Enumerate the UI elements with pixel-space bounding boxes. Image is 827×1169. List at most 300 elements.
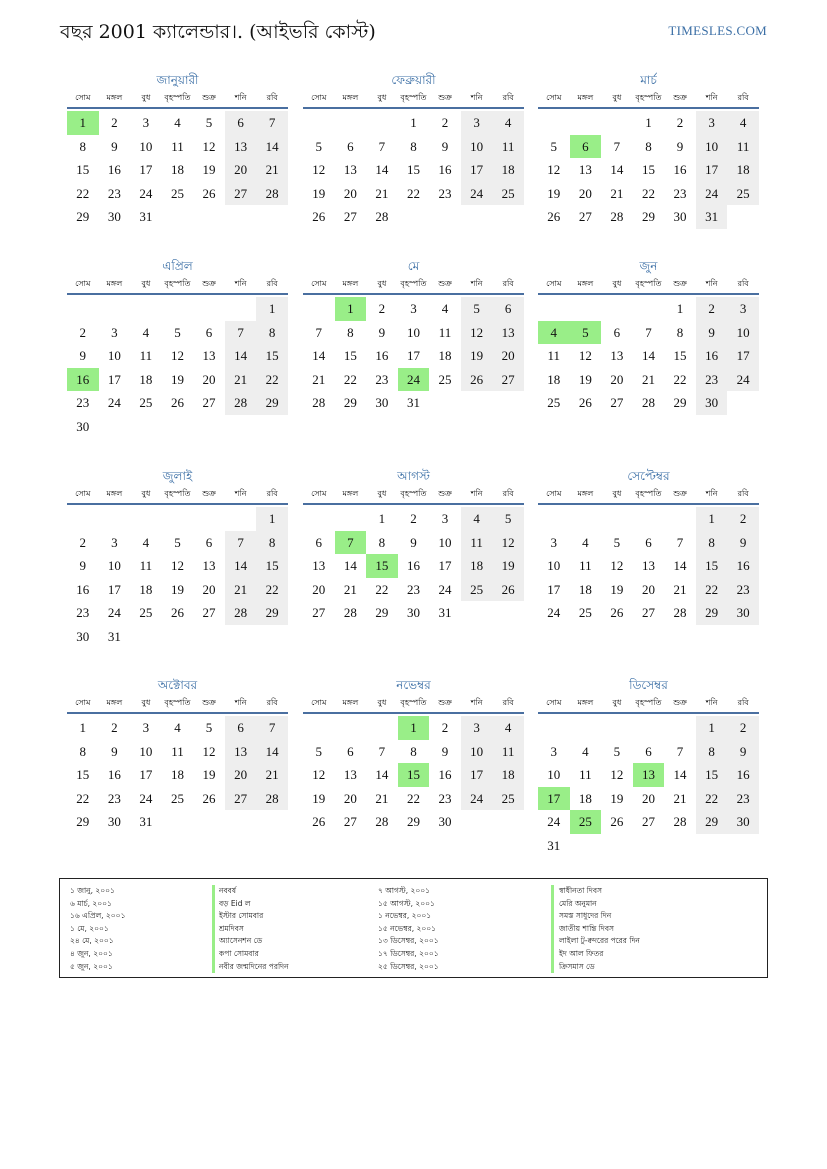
day-grid [67, 111, 288, 229]
month-calendar [538, 70, 759, 229]
empty-cell [570, 834, 602, 858]
day-grid [303, 111, 524, 229]
day-cell: 25 [547, 395, 561, 410]
day-cell: 4 [142, 324, 150, 340]
day-cell: 2 [727, 716, 759, 740]
day-cell: 23 [76, 395, 90, 410]
holiday-marker-right [551, 885, 554, 973]
day-cell: 12 [312, 767, 326, 782]
week-row [303, 135, 524, 159]
empty-cell [256, 205, 288, 229]
day-cell: 16 [696, 344, 728, 368]
day-cell: 25 [727, 182, 759, 206]
day-cell: 22 [76, 185, 90, 201]
holiday-date: ১ মে, ২০০১ [70, 923, 109, 933]
weekday-label: বৃহস্পতি [635, 279, 662, 288]
day-cell: 9 [111, 138, 118, 154]
week-row [538, 740, 759, 764]
holiday-name: লাইলা টু-ক্বদরের পরের দিন [559, 936, 640, 946]
weekday-label: রবি [266, 698, 278, 707]
day-cell: 26 [547, 209, 561, 224]
empty-cell [193, 205, 225, 229]
weekday-label: সোম [311, 698, 327, 707]
weekday-label: রবি [502, 279, 514, 288]
day-cell: 9 [378, 324, 386, 340]
weekday-label: রবি [266, 279, 278, 288]
empty-cell [303, 716, 335, 740]
day-cell: 18 [492, 158, 524, 182]
day-cell: 22 [343, 371, 357, 387]
day-cell: 4 [461, 507, 493, 531]
day-cell: 11 [461, 531, 493, 555]
day-cell: 1 [79, 720, 87, 735]
empty-cell [366, 716, 398, 740]
day-cell: 8 [378, 534, 386, 550]
day-cell: 24 [107, 605, 121, 620]
month-name: জুন [639, 259, 658, 273]
day-cell: 21 [641, 371, 655, 387]
day-cell: 12 [461, 321, 493, 345]
day-grid [303, 297, 524, 415]
week-row [67, 787, 288, 811]
day-grid [303, 507, 524, 625]
day-cell: 2 [378, 301, 386, 316]
weekday-label: রবি [266, 93, 278, 102]
day-cell: 28 [641, 395, 655, 410]
week-row [303, 111, 524, 135]
empty-cell [727, 391, 759, 415]
day-cell: 11 [438, 324, 452, 340]
weekday-label: শনি [234, 279, 247, 288]
day-cell: 21 [225, 368, 257, 392]
day-cell: 28 [673, 605, 687, 620]
week-row [538, 787, 759, 811]
weekday-label: মঙ্গল [577, 279, 594, 288]
day-cell: 9 [727, 531, 759, 555]
day-cell: 28 [225, 601, 257, 625]
day-cell: 13 [633, 763, 665, 787]
day-cell: 20 [492, 344, 524, 368]
month-name: মার্চ [640, 73, 657, 87]
weekday-label: বৃহস্পতি [400, 93, 427, 102]
day-cell: 11 [139, 558, 153, 573]
holiday-names-left [219, 885, 289, 973]
day-cell: 9 [410, 534, 417, 550]
week-row [67, 415, 288, 439]
day-cell: 21 [375, 185, 389, 201]
weekday-label: রবি [737, 698, 749, 707]
day-cell: 28 [256, 182, 288, 206]
weekday-label: বৃহস্পতি [164, 698, 191, 707]
week-row [67, 391, 288, 415]
day-cell: 20 [225, 158, 257, 182]
day-cell: 15 [406, 162, 420, 177]
holiday-name: ক্রিসমাস ডে [559, 961, 595, 971]
day-cell: 14 [375, 767, 389, 782]
day-cell: 12 [202, 743, 216, 759]
empty-cell [633, 834, 665, 858]
day-cell: 20 [641, 790, 655, 806]
empty-cell [398, 205, 430, 229]
empty-cell [461, 601, 493, 625]
empty-cell [538, 111, 570, 135]
month-name: এপ্রিল [162, 259, 193, 273]
month-name: আগস্ট [397, 469, 430, 483]
day-cell: 10 [547, 558, 561, 573]
day-cell: 13 [202, 348, 216, 363]
week-row [538, 531, 759, 555]
day-cell: 4 [174, 720, 181, 735]
empty-cell [335, 111, 367, 135]
weekday-label: বৃহস্পতি [635, 489, 662, 498]
day-cell: 21 [375, 790, 389, 806]
day-cell: 17 [139, 162, 153, 177]
empty-cell [99, 297, 131, 321]
weekday-header [538, 91, 759, 109]
day-cell: 22 [696, 578, 728, 602]
holiday-name: ইস্টার সোমবার [219, 911, 264, 921]
day-cell: 5 [205, 720, 213, 735]
weekday-label: বুধ [377, 698, 387, 707]
day-cell: 27 [610, 395, 624, 410]
weekday-label: বৃহস্পতি [635, 93, 662, 102]
holiday-name: কপা সোমবার [219, 948, 259, 958]
week-row [538, 578, 759, 602]
day-cell: 10 [107, 558, 121, 573]
weekday-label: বুধ [377, 279, 387, 288]
day-cell: 16 [673, 162, 687, 177]
empty-cell [570, 297, 602, 321]
empty-cell [225, 205, 257, 229]
day-cell: 26 [312, 209, 326, 224]
month-calendar [67, 70, 288, 229]
day-cell: 1 [67, 111, 99, 135]
weekday-header [303, 91, 524, 109]
week-row [303, 182, 524, 206]
holiday-names-right [559, 885, 640, 973]
day-cell: 20 [343, 185, 357, 201]
day-cell: 17 [696, 158, 728, 182]
empty-cell [601, 111, 633, 135]
day-cell: 11 [727, 135, 759, 159]
day-cell: 7 [378, 743, 386, 759]
day-cell: 2 [79, 324, 87, 340]
day-cell: 2 [441, 720, 449, 735]
empty-cell [461, 810, 493, 834]
day-cell: 26 [461, 368, 493, 392]
day-cell: 16 [107, 162, 121, 177]
empty-cell [225, 297, 257, 321]
empty-cell [256, 625, 288, 649]
day-cell: 13 [641, 558, 655, 573]
weekday-label: শুক্র [673, 698, 687, 707]
day-cell: 14 [673, 767, 687, 782]
weekday-label: বুধ [141, 93, 151, 102]
day-cell: 18 [578, 790, 592, 806]
day-cell: 12 [202, 138, 216, 154]
holiday-date: ১ জানু, ২০০১ [70, 886, 115, 895]
month-name: সেপ্টেম্বর [627, 469, 670, 483]
site-link[interactable]: TIMESLES.COM [668, 23, 767, 38]
day-cell: 3 [461, 111, 493, 135]
weekday-label: মঙ্গল [577, 489, 594, 498]
day-cell: 13 [578, 162, 592, 177]
weekday-label: মঙ্গল [342, 489, 359, 498]
holiday-date: ২৫ ডিসেম্বর, ২০০১ [378, 961, 439, 971]
day-cell: 24 [461, 787, 493, 811]
week-row [303, 205, 524, 229]
day-cell: 25 [492, 182, 524, 206]
day-cell: 13 [202, 558, 216, 573]
weekday-label: শুক্র [202, 279, 216, 288]
day-cell: 19 [202, 767, 216, 782]
empty-cell [256, 810, 288, 834]
day-cell: 8 [410, 138, 417, 154]
day-cell: 21 [610, 185, 624, 201]
day-cell: 26 [610, 814, 624, 829]
day-cell: 17 [538, 787, 570, 811]
day-cell: 18 [170, 767, 184, 782]
empty-cell [570, 111, 602, 135]
week-row [67, 111, 288, 135]
day-cell: 10 [139, 138, 153, 154]
empty-cell [492, 391, 524, 415]
day-cell: 25 [438, 371, 452, 387]
day-cell: 19 [461, 344, 493, 368]
week-row [303, 368, 524, 392]
day-cell: 5 [613, 534, 621, 550]
day-cell: 2 [111, 720, 118, 735]
weekday-label: বৃহস্পতি [400, 279, 427, 288]
day-cell: 29 [256, 601, 288, 625]
day-cell: 15 [366, 554, 398, 578]
week-row [303, 321, 524, 345]
weekday-label: শনি [470, 93, 483, 102]
empty-cell [303, 111, 335, 135]
page-title: বছর 2001 ক্যালেন্ডার।. (আইভরি কোস্ট) [60, 21, 376, 43]
day-cell: 1 [256, 507, 288, 531]
day-cell: 6 [347, 138, 354, 154]
weekday-label: শুক্র [438, 279, 452, 288]
day-cell: 1 [256, 297, 288, 321]
day-cell: 19 [170, 371, 184, 387]
day-cell: 10 [438, 534, 452, 550]
weekday-label: শনি [705, 279, 718, 288]
weekday-label: শনি [470, 279, 483, 288]
week-row [538, 135, 759, 159]
day-cell: 9 [441, 138, 449, 154]
day-cell: 3 [550, 743, 558, 759]
day-cell: 12 [492, 531, 524, 555]
day-cell: 23 [438, 185, 452, 201]
day-grid [538, 716, 759, 857]
weekday-label: সোম [311, 93, 327, 102]
day-cell: 7 [256, 111, 288, 135]
empty-cell [162, 205, 194, 229]
day-cell: 6 [645, 534, 652, 550]
week-row [67, 321, 288, 345]
day-cell: 15 [696, 763, 728, 787]
week-row [67, 135, 288, 159]
month-calendar [538, 675, 759, 857]
empty-cell [492, 810, 524, 834]
day-cell: 14 [343, 558, 357, 573]
day-cell: 23 [76, 605, 90, 620]
month-calendar [303, 466, 524, 625]
empty-cell [193, 810, 225, 834]
day-cell: 26 [578, 395, 592, 410]
day-cell: 30 [727, 810, 759, 834]
day-cell: 4 [174, 115, 181, 130]
day-cell: 8 [347, 324, 354, 340]
day-cell: 27 [312, 605, 326, 620]
day-cell: 2 [696, 297, 728, 321]
day-cell: 28 [343, 605, 357, 620]
weekday-label: শনি [705, 489, 718, 498]
weekday-label: রবি [737, 489, 749, 498]
weekday-label: মঙ্গল [577, 698, 594, 707]
day-cell: 13 [343, 162, 357, 177]
day-cell: 28 [225, 391, 257, 415]
weekday-label: মঙ্গল [577, 93, 594, 102]
weekday-label: মঙ্গল [106, 698, 123, 707]
empty-cell [601, 834, 633, 858]
day-cell: 27 [225, 182, 257, 206]
day-cell: 21 [256, 158, 288, 182]
day-cell: 31 [139, 209, 153, 224]
day-cell: 26 [610, 605, 624, 620]
day-cell: 17 [438, 558, 452, 573]
day-cell: 31 [438, 605, 452, 620]
day-cell: 6 [205, 324, 213, 340]
weekday-label: সোম [546, 93, 562, 102]
day-cell: 4 [727, 111, 759, 135]
empty-cell [727, 205, 759, 229]
holiday-list [59, 878, 768, 978]
day-cell: 1 [410, 115, 417, 130]
day-cell: 6 [347, 743, 354, 759]
day-cell: 27 [492, 368, 524, 392]
weekday-header [538, 487, 759, 505]
day-cell: 21 [256, 763, 288, 787]
day-cell: 24 [139, 185, 153, 201]
day-cell: 21 [312, 371, 326, 387]
day-cell: 6 [205, 534, 213, 550]
day-cell: 26 [202, 790, 216, 806]
day-cell: 13 [225, 740, 257, 764]
empty-cell [633, 507, 665, 531]
day-cell: 20 [343, 790, 357, 806]
day-cell: 23 [107, 185, 121, 201]
day-cell: 17 [461, 158, 493, 182]
day-cell: 24 [438, 581, 452, 597]
day-cell: 2 [79, 534, 87, 550]
holiday-marker-left [212, 885, 215, 973]
day-cell: 16 [727, 763, 759, 787]
day-cell: 11 [171, 138, 184, 154]
empty-cell [130, 507, 162, 531]
empty-cell [538, 297, 570, 321]
day-cell: 10 [461, 135, 493, 159]
month-name: অক্টোবর [157, 678, 198, 692]
day-cell: 8 [676, 324, 684, 340]
day-cell: 19 [202, 162, 216, 177]
empty-cell [130, 297, 162, 321]
day-cell: 17 [107, 581, 121, 597]
day-cell: 14 [641, 348, 655, 363]
empty-cell [461, 391, 493, 415]
day-cell: 29 [76, 814, 90, 829]
holiday-date: ১৫ নভেম্বর, ২০০১ [378, 923, 437, 933]
day-cell: 26 [170, 605, 184, 620]
empty-cell [130, 415, 162, 439]
week-row [67, 554, 288, 578]
week-row [303, 531, 524, 555]
day-cell: 31 [696, 205, 728, 229]
week-row [303, 810, 524, 834]
day-cell: 11 [492, 740, 524, 764]
day-cell: 15 [343, 348, 357, 363]
day-cell: 14 [256, 135, 288, 159]
week-row [538, 297, 759, 321]
empty-cell [130, 625, 162, 649]
holiday-date: ৬ মার্চ, ২০০১ [70, 898, 112, 908]
day-cell: 7 [225, 321, 257, 345]
day-cell: 29 [696, 601, 728, 625]
weekday-label: রবি [737, 93, 749, 102]
day-cell: 28 [375, 814, 389, 829]
week-row [303, 740, 524, 764]
empty-cell [67, 297, 99, 321]
day-cell: 29 [696, 810, 728, 834]
day-cell: 2 [410, 511, 417, 526]
month-name: মে [407, 259, 420, 273]
day-cell: 3 [142, 720, 150, 735]
day-cell: 13 [610, 348, 624, 363]
holiday-date: ৭ আগস্ট, ২০০১ [378, 886, 430, 895]
day-cell: 27 [641, 814, 655, 829]
week-row [538, 205, 759, 229]
day-cell: 17 [461, 763, 493, 787]
empty-cell [664, 507, 696, 531]
day-cell: 30 [696, 391, 728, 415]
week-row [67, 158, 288, 182]
day-cell: 14 [673, 558, 687, 573]
week-row [538, 391, 759, 415]
day-cell: 21 [343, 581, 357, 597]
day-cell: 31 [107, 628, 121, 644]
day-cell: 18 [578, 581, 592, 597]
day-cell: 13 [225, 135, 257, 159]
day-cell: 25 [492, 787, 524, 811]
holiday-dates-right [378, 885, 439, 973]
day-cell: 16 [438, 162, 452, 177]
day-cell: 20 [641, 581, 655, 597]
empty-cell [303, 507, 335, 531]
empty-cell [99, 507, 131, 531]
day-cell: 24 [107, 395, 121, 410]
day-grid [67, 507, 288, 648]
day-cell: 16 [727, 554, 759, 578]
day-cell: 16 [375, 348, 389, 363]
holiday-date: ২৪ মে, ২০০১ [70, 936, 114, 946]
day-cell: 12 [312, 162, 326, 177]
day-cell: 23 [727, 578, 759, 602]
weekday-header [67, 487, 288, 505]
day-cell: 5 [315, 743, 323, 759]
day-cell: 5 [174, 534, 181, 550]
day-cell: 2 [111, 115, 118, 130]
